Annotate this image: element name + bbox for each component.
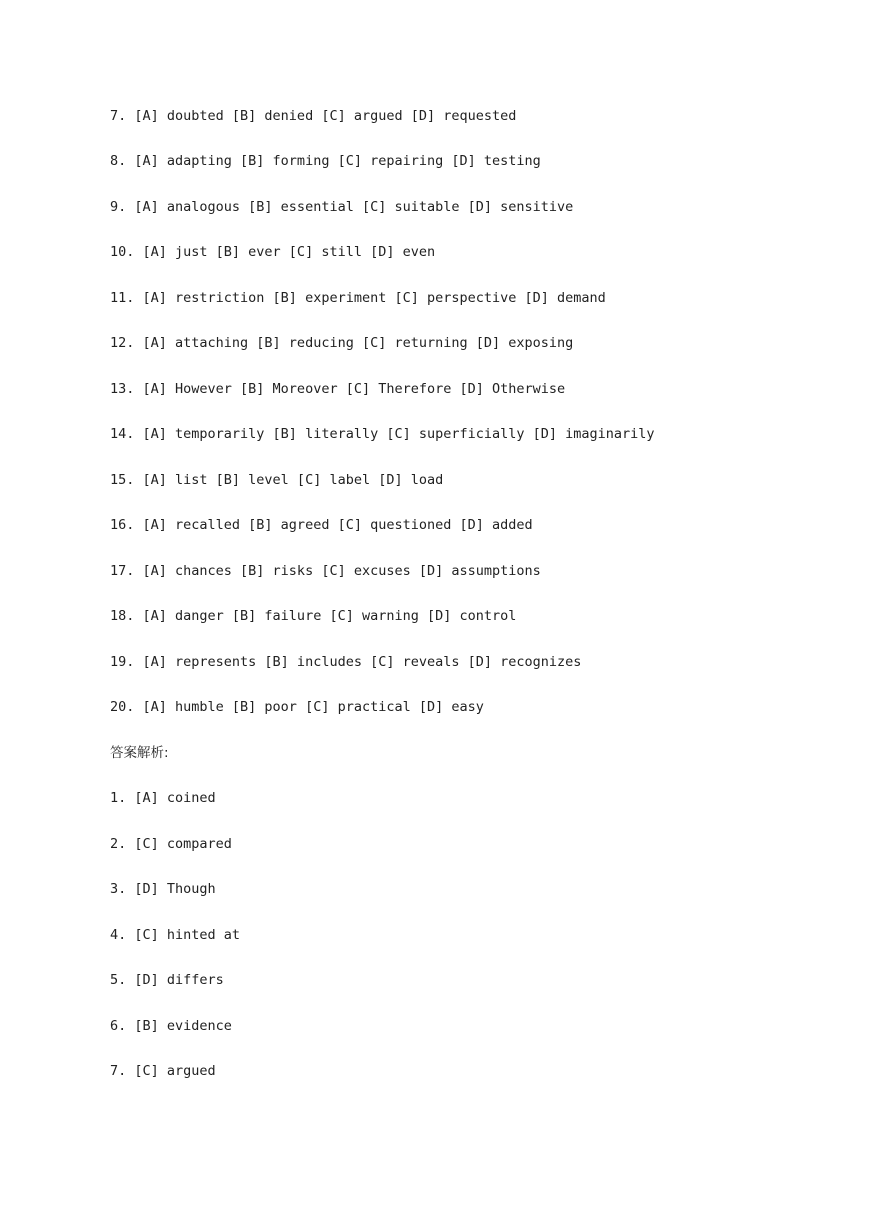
question-line-15: 15. [A] list [B] level [C] label [D] load — [110, 472, 444, 488]
question-line-20: 20. [A] humble [B] poor [C] practical [D] easy — [110, 699, 484, 715]
question-line-16: 16. [A] recalled [B] agreed [C] questioned [D] added — [110, 517, 533, 533]
question-line-10: 10. [A] just [B] ever [C] still [D] even — [110, 244, 436, 260]
answer-line-4: 4. [C] hinted at — [110, 927, 241, 943]
question-line-9: 9. [A] analogous [B] essential [C] suitable [D] sensitive — [110, 199, 574, 215]
question-line-18: 18. [A] danger [B] failure [C] warning [D] control — [110, 608, 517, 624]
answer-line-2: 2. [C] compared — [110, 836, 232, 852]
question-line-14: 14. [A] temporarily [B] literally [C] superficially [D] imaginarily — [110, 426, 655, 442]
question-line-19: 19. [A] represents [B] includes [C] reveals [D] recognizes — [110, 654, 582, 670]
question-line-11: 11. [A] restriction [B] experiment [C] perspective [D] demand — [110, 290, 606, 306]
answer-line-1: 1. [A] coined — [110, 790, 216, 806]
answer-line-5: 5. [D] differs — [110, 972, 224, 988]
answers-heading: 答案解析: — [110, 745, 169, 761]
question-line-7: 7. [A] doubted [B] denied [C] argued [D] requested — [110, 108, 517, 124]
answer-line-7: 7. [C] argued — [110, 1063, 216, 1079]
question-line-12: 12. [A] attaching [B] reducing [C] returning [D] exposing — [110, 335, 574, 351]
question-line-8: 8. [A] adapting [B] forming [C] repairing [D] testing — [110, 153, 541, 169]
question-line-13: 13. [A] However [B] Moreover [C] Therefore [D] Otherwise — [110, 381, 566, 397]
answer-line-6: 6. [B] evidence — [110, 1018, 232, 1034]
answer-line-3: 3. [D] Though — [110, 881, 216, 897]
question-line-17: 17. [A] chances [B] risks [C] excuses [D] assumptions — [110, 563, 541, 579]
